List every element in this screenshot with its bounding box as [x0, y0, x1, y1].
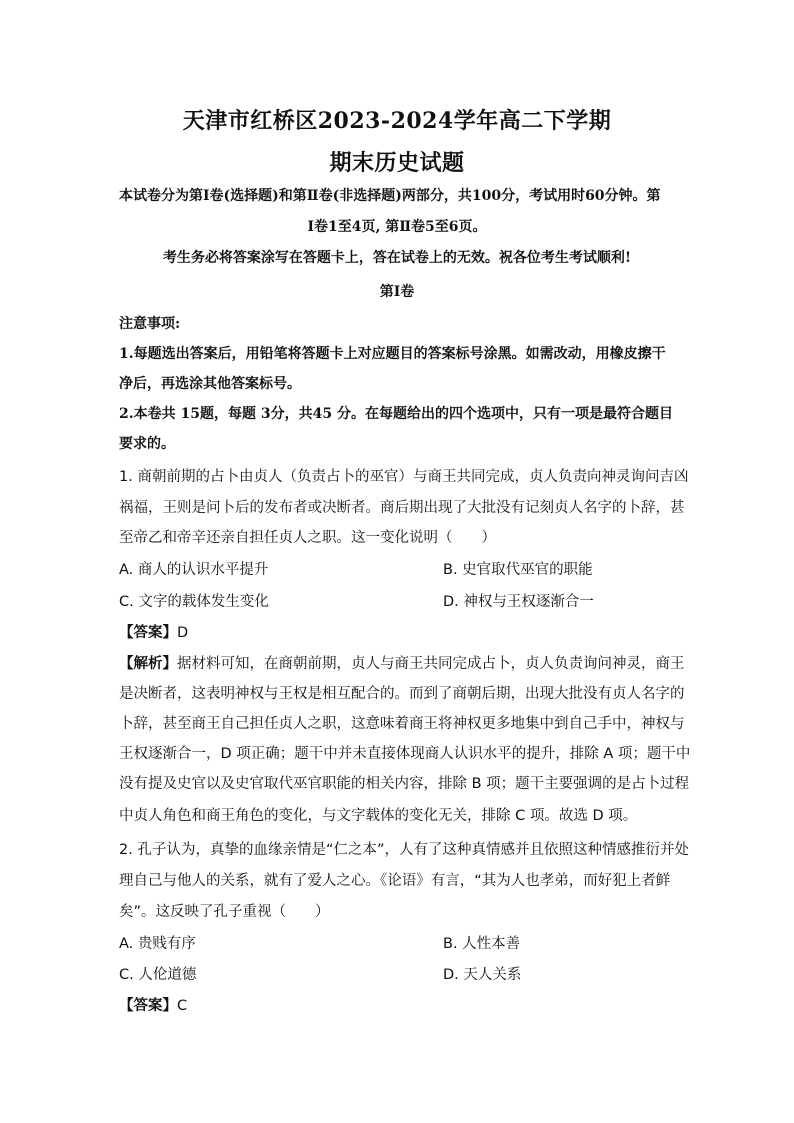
question-1-option-b: B. 史官取代巫官的职能 [443, 562, 593, 578]
question-1-analysis-line-6: 中贞人角色和商王角色的变化，与文字载体的变化无关，排除 C 项。故选 D 项。 [119, 808, 638, 824]
question-2-option-c: C. 人伦道德 [119, 967, 197, 983]
question-2-answer [119, 996, 187, 1016]
answer-tag: 【答案】 [119, 998, 177, 1014]
question-1-stem-line-1: 1. 商朝前期的占卜由贞人（负责占卜的巫官）与商王共同完成，贞人负责向神灵询问吉凶 [119, 469, 689, 485]
question-1-answer [119, 623, 188, 643]
intro-line-1: 本试卷分为第Ⅰ卷(选择题)和第Ⅱ卷(非选择题)两部分，共100分，考试用时60分钟。第 [119, 188, 661, 204]
answer-tag: 【答案】 [119, 625, 177, 641]
note-2-line-2: 要求的。 [119, 436, 175, 452]
answer-value: D [177, 625, 189, 641]
exam-subtitle: 期末历史试题 [329, 150, 465, 176]
question-1-analysis-line-2: 是决断者，这表明神权与王权是相互配合的。而到了商朝后期，出现大批没有贞人名字的 [119, 686, 685, 702]
question-2-stem-line-1: 2. 孔子认为，真挚的血缘亲情是“仁之本”，人有了这种真情感并且依照这种情感推衍并处 [119, 842, 689, 858]
analysis-tag: 【解析】 [119, 656, 177, 672]
analysis-text: 据材料可知，在商朝前期，贞人与商王共同完成占卜，贞人负责询问神灵，商王 [177, 656, 685, 672]
question-1-stem-line-2: 祸福，王则是问卜后的发布者或决断者。商后期出现了大批没有记刻贞人名字的卜辞，甚 [119, 500, 685, 516]
note-1-line-1: 1.每题选出答案后，用铅笔将答题卡上对应题目的答案标号涂黑。如需改动，用橡皮擦干 [119, 346, 666, 362]
question-1-option-a: A. 商人的认识水平提升 [119, 562, 269, 578]
notes-title: 注意事项: [119, 316, 181, 332]
exam-title: 天津市红桥区2023-2024学年高二下学期 [182, 108, 612, 134]
question-1-analysis-line-4: 王权逐渐合一，D 项正确；题干中并未直接体现商人认识水平的提升，排除 A 项；题干中 [119, 746, 691, 762]
question-1-analysis-line-1 [119, 654, 685, 674]
note-2-line-1: 2.本卷共 15题，每题 3分，共45 分。在每题给出的四个选项中，只有一项是最符合题目 [119, 406, 673, 422]
question-1-stem-line-3: 至帝乙和帝辛还亲自担任贞人之职。这一变化说明（ ） [119, 530, 496, 546]
question-1-analysis-line-3: 卜辞，甚至商王自己担任贞人之职，这意味着商王将神权更多地集中到自己手中，神权与 [119, 716, 685, 732]
intro-line-3: 考生务必将答案涂写在答题卡上，答在试卷上的无效。祝各位考生考试顺利! [162, 250, 632, 266]
question-2-stem-line-2: 理自己与他人的关系，就有了爱人之心。《论语》有言，“其为人也孝弟，而好犯上者鲜 [119, 873, 671, 889]
section-heading: 第Ⅰ卷 [379, 284, 415, 300]
question-2-option-d: D. 天人关系 [443, 967, 522, 983]
question-1-option-d: D. 神权与王权逐渐合一 [443, 594, 594, 610]
question-2-stem-line-3: 矣”。这反映了孔子重视（ ） [119, 904, 330, 920]
question-1-analysis-line-5: 没有提及史官以及史官取代巫官职能的相关内容，排除 B 项；题干主要强调的是占卜过程 [119, 776, 690, 792]
intro-line-2: Ⅰ卷1至4页, 第Ⅱ卷5至6页。 [307, 219, 487, 235]
answer-value: C [177, 998, 188, 1014]
question-2-option-a: A. 贵贱有序 [119, 936, 196, 952]
question-1-option-c: C. 文字的载体发生变化 [119, 594, 269, 610]
note-1-line-2: 净后，再选涂其他答案标号。 [119, 376, 301, 392]
question-2-option-b: B. 人性本善 [443, 936, 521, 952]
